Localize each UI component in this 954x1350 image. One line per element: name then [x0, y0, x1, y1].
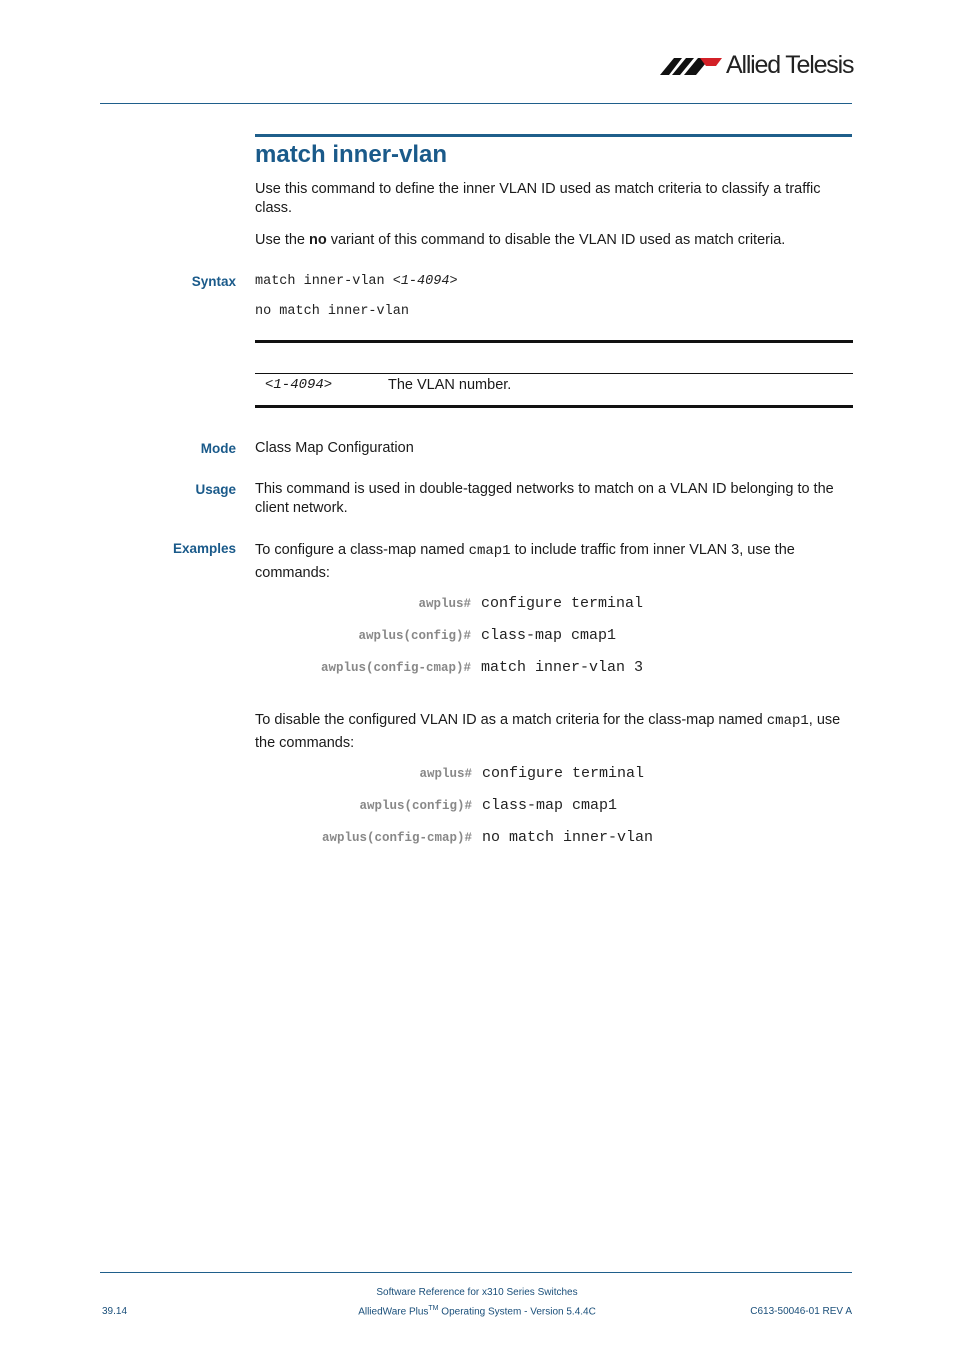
table-header-rule — [255, 373, 853, 374]
table-top-rule — [255, 340, 853, 343]
table-param-cell: <1-4094> — [265, 377, 333, 393]
footer-product: AlliedWare Plus™ Operating System - Version 5.4.4C — [358, 1305, 596, 1318]
table-bottom-rule — [255, 405, 853, 408]
example2-command-3: no match inner-vlan — [482, 829, 654, 846]
title-rule — [255, 134, 852, 137]
no-keyword: no — [309, 232, 327, 248]
logo-mark-icon — [660, 54, 722, 80]
example1-command-3: match inner-vlan 3 — [481, 659, 644, 676]
header-rule — [100, 103, 852, 104]
inline-code: cmap1 — [766, 713, 809, 729]
mode-text: Class Map Configuration — [255, 440, 414, 456]
syntax-line-1: match inner-vlan <1-4094> — [255, 274, 458, 289]
footer-title: Software Reference for x310 Series Switches — [376, 1287, 578, 1298]
usage-text: This command is used in double-tagged networks to match on a VLAN ID belonging to the client network. — [255, 481, 834, 516]
no-variant-paragraph: Use the no variant of this command to disable the VLAN ID used as match criteria. — [255, 232, 786, 248]
example-intro-2: To disable the configured VLAN ID as a match criteria for the class-map named cmap1, use the commands: — [255, 712, 841, 751]
logo-text: Allied Telesis — [726, 51, 854, 79]
example1-prompt-2: awplus(config)# — [358, 629, 471, 643]
syntax-line-2: no match inner-vlan — [255, 304, 409, 319]
example1-command-2: class-map cmap1 — [481, 627, 617, 644]
example2-prompt-1: awplus# — [419, 767, 472, 781]
mode-label: Mode — [200, 441, 236, 456]
example1-prompt-1: awplus# — [418, 597, 471, 611]
description-paragraph: Use this command to define the inner VLAN ID used as match criteria to classify a traffic class. — [255, 181, 821, 216]
usage-label: Usage — [195, 482, 236, 497]
examples-label: Examples — [172, 541, 236, 556]
footer-rule — [100, 1272, 852, 1273]
page-number: 39.14 — [102, 1306, 128, 1317]
trademark-mark: TM — [428, 1305, 439, 1312]
syntax-param: <1-4094> — [392, 274, 458, 289]
example2-command-2: class-map cmap1 — [482, 797, 618, 814]
example1-command-1: configure terminal — [481, 595, 644, 612]
example2-command-1: configure terminal — [482, 765, 645, 782]
example2-prompt-2: awplus(config)# — [359, 799, 472, 813]
document-id: C613-50046-01 REV A — [750, 1306, 852, 1317]
syntax-label: Syntax — [191, 274, 236, 289]
example1-prompt-3: awplus(config-cmap)# — [320, 661, 471, 675]
inline-code: cmap1 — [468, 543, 511, 559]
example-intro-1: To configure a class-map named cmap1 to include traffic from inner VLAN 3, use the commands: — [255, 542, 795, 581]
allied-telesis-logo — [660, 50, 855, 80]
page-title: match inner-vlan — [255, 141, 448, 168]
example2-prompt-3: awplus(config-cmap)# — [321, 831, 472, 845]
table-description-cell: The VLAN number. — [388, 377, 512, 393]
